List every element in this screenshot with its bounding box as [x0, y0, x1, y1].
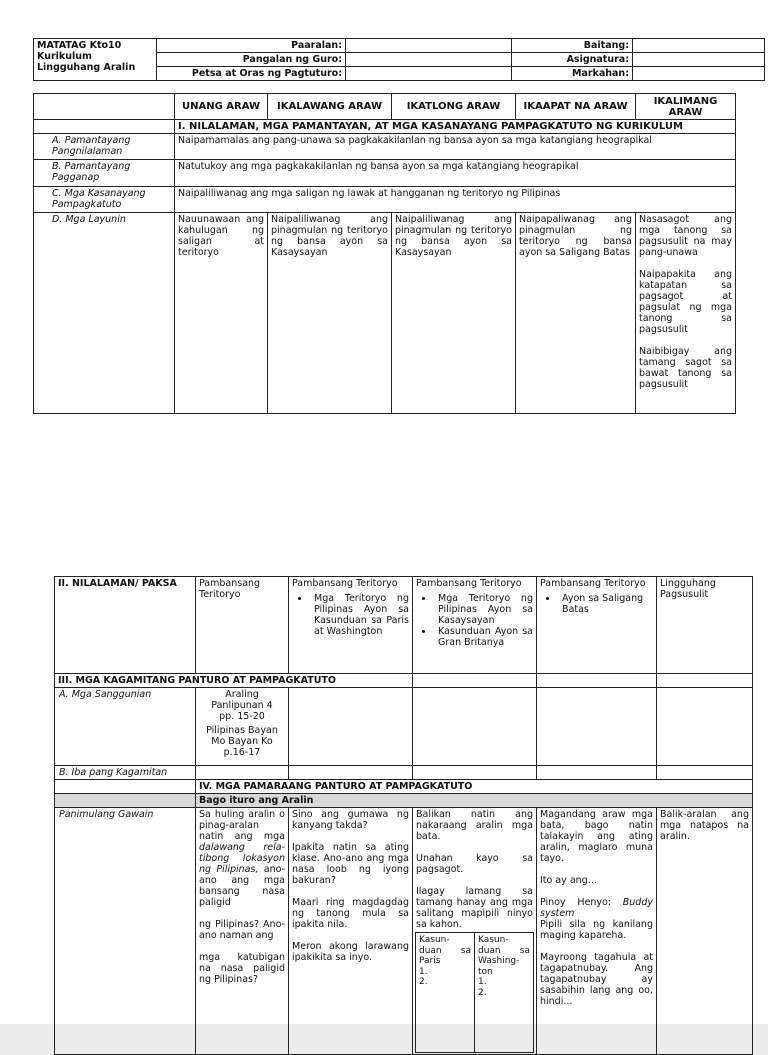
activity-cell	[196, 808, 289, 1055]
topic-cell	[537, 577, 657, 674]
blank-cell	[34, 120, 175, 134]
day-header: IKALIMANG ARAW	[636, 94, 736, 120]
row-label-d: D. Mga Layunin	[34, 213, 175, 414]
answer-column-paris[interactable]	[416, 933, 475, 1053]
blank-cell	[413, 688, 537, 766]
blank-cell	[413, 674, 537, 688]
asignatura-label: Asignatura:	[512, 53, 633, 67]
activity-paragraph	[199, 809, 285, 908]
reference-line: p.16-17	[223, 747, 261, 758]
section-2-4-table	[54, 576, 753, 1055]
topic-bullet: • Kasunduan Ayon sa Gran Britanya	[434, 626, 533, 648]
activity-paragraph	[540, 897, 653, 941]
header-title	[34, 39, 157, 81]
section-1-table	[33, 93, 736, 414]
corner-cell	[34, 94, 175, 120]
objective-cell	[636, 213, 736, 414]
topic-title: Lingguhang Pagsusulit	[660, 578, 716, 600]
topic-title: Pambansang Teritoryo	[199, 578, 261, 600]
blank-cell	[537, 688, 657, 766]
objective-cell: Naipaliliwanag ang pinagmulan ng teritoryo ng bansa ayon sa Kasaysayan	[268, 213, 392, 414]
blank-cell	[55, 794, 196, 808]
row-text-c: Naipaliliwanag ang mga saligan ng lawak at hangganan ng teritoryo ng Pilipinas	[175, 187, 736, 213]
header-title-line: MATATAG Kto10	[37, 40, 122, 51]
topic-cell	[196, 577, 289, 674]
markahan-label: Markahan:	[512, 67, 633, 81]
blank-cell	[657, 766, 753, 780]
section-4-subtitle: Bago ituro ang Aralin	[196, 794, 753, 808]
topic-bullet: • Ayon sa Saligang Batas	[558, 593, 653, 615]
activity-paragraph: mga katubigan na nasa paligid ng Pilipinas?	[199, 952, 285, 985]
paaralan-label: Paaralan:	[157, 39, 346, 53]
references-cell	[196, 688, 289, 766]
blank-cell	[537, 766, 657, 780]
answer-slot: 1.	[478, 977, 487, 987]
paaralan-field[interactable]	[346, 39, 512, 53]
topic-title: Pambansang Teritoryo	[540, 578, 646, 589]
topic-bullet: • Mga Teritoryo ng Pilipinas Ayon sa Kasunduan sa Paris at Washington	[310, 593, 409, 637]
activity-emphasis: dalawang rela-tibong lokasyon ng Pilipinas,	[199, 842, 285, 875]
section-1-title: I. NILALAMAN, MGA PAMANTAYAN, AT MGA KASANAYANG PAMPAGKATUTO NG KURIKULUM	[175, 120, 736, 134]
row-text-a: Naipamamalas ang pang-unawa sa pagkakakilanlan ng bansa ayon sa mga katangiang heograpikal	[175, 134, 736, 160]
objective-paragraph: Nasasagot ang mga tanong sa pagsusulit na may pang-unawa	[639, 214, 732, 258]
blank-cell	[657, 674, 753, 688]
blank-cell	[289, 766, 413, 780]
activity-label: Panimulang Gawain	[55, 808, 196, 1055]
answer-slot: 1.	[419, 966, 428, 977]
activity-cell	[537, 808, 657, 1055]
section-3-title: III. MGA KAGAMITANG PANTURO AT PAMPAGKATUTO	[55, 674, 413, 688]
blank-cell	[413, 766, 537, 780]
day-header: UNANG ARAW	[175, 94, 268, 120]
activity-text: Pinoy Henyo:	[540, 897, 623, 908]
answer-column-title: Kasun-duan sa Washing-ton	[478, 935, 530, 977]
answer-column-title: Kasun-duan sa Paris	[419, 935, 471, 966]
baitang-field[interactable]	[633, 39, 765, 53]
guro-label: Pangalan ng Guro:	[157, 53, 346, 67]
activity-paragraph: Balikan natin ang nakaraang aralin mga bata.	[416, 809, 533, 842]
activity-text: ano- ano ang mga bansang nasa paligid	[199, 864, 286, 908]
other-materials-label: B. Iba pang Kagamitan	[55, 766, 196, 780]
topic-cell	[413, 577, 537, 674]
activity-cell	[289, 808, 413, 1055]
reference-line: Pilipinas Bayan Mo Bayan Ko	[206, 725, 278, 747]
petsa-label: Petsa at Oras ng Pagtuturo:	[157, 67, 346, 81]
objective-paragraph: Naibibigay ang tamang sagot sa bawat tanong sa pagsusulit	[639, 346, 732, 390]
blank-cell	[196, 766, 289, 780]
topic-list	[416, 593, 533, 648]
guro-field[interactable]	[346, 53, 512, 67]
objective-cell: Nauunawaan ang kahulugan ng saligan at teritoryo	[175, 213, 268, 414]
topic-bullet: • Mga Teritoryo ng Pilipinas Ayon sa Kasaysayan	[434, 593, 533, 626]
row-label-c: C. Mga Kasanayang Pampagkatuto	[34, 187, 175, 213]
row-text-b: Natutukoy ang mga pagkakakilanlan ng bansa ayon sa mga katangiang heograpikal	[175, 160, 736, 187]
topic-list	[292, 593, 409, 637]
row-label-b: B. Pamantayang Pagganap	[34, 160, 175, 187]
header-title-line: Lingguhang Aralin	[37, 62, 136, 73]
activity-cell: Balik-aralan ang mga natapos na aralin.	[657, 808, 753, 1055]
topic-cell	[289, 577, 413, 674]
day-header: IKATLONG ARAW	[392, 94, 516, 120]
baitang-label: Baitang:	[512, 39, 633, 53]
activity-paragraph: Meron akong larawang ipakikita sa inyo.	[292, 941, 409, 963]
petsa-field[interactable]	[346, 67, 512, 81]
objective-cell: Naipaliliwanag ang pinagmulan ng teritoryo ng bansa ayon sa Kasaysayan	[392, 213, 516, 414]
header-title-line: Kurikulum	[37, 51, 92, 62]
row-label-a: A. Pamantayang Pangnilalaman	[34, 134, 175, 160]
topic-title: Pambansang Teritoryo	[292, 578, 398, 589]
header-table	[33, 38, 765, 81]
activity-text: Pipili sila ng kanilang maging kapareha.	[540, 919, 653, 941]
reference-line: Araling Panlipunan 4	[211, 689, 273, 711]
day-header: IKALAWANG ARAW	[268, 94, 392, 120]
activity-paragraph: Ilagay lamang sa tamang hanay ang mga salitang mapipili ninyo sa kahon.	[416, 886, 533, 930]
activity-paragraph: Mayroong tagahula at tagapatnubay. Ang tagapatnubay ay sasabihin lang ang oo, hindi...	[540, 952, 653, 1007]
activity-paragraph: Ipakita natin sa ating klase. Ano-ano ang mga nasa loob ng iyong bakuran?	[292, 842, 409, 886]
topic-title: Pambansang Teritoryo	[416, 578, 522, 589]
answer-slot: 2.	[419, 977, 428, 987]
objective-cell: Naipapaliwanag ang pinagmulan ng teritoryo ng bansa ayon sa Saligang Batas	[516, 213, 636, 414]
activity-paragraph: ng Pilipinas? Ano-ano naman ang	[199, 919, 285, 941]
blank-cell	[55, 780, 196, 794]
asignatura-field[interactable]	[633, 53, 765, 67]
answer-slot: 2.	[478, 987, 487, 998]
answer-column-washington[interactable]	[475, 933, 534, 1053]
activity-text: Sa huling aralin o pinag-aralan natin ang mga	[199, 809, 285, 842]
activity-paragraph: Magandang araw mga bata, bago natin talakayin ang ating aralin, maglaro muna tayo.	[540, 809, 653, 864]
blank-cell	[537, 674, 657, 688]
blank-cell	[289, 688, 413, 766]
answer-grid	[415, 932, 534, 1053]
section-4-title: IV. MGA PAMARAANG PANTURO AT PAMPAGKATUTO	[196, 780, 753, 794]
markahan-field[interactable]	[633, 67, 765, 81]
activity-cell	[413, 808, 537, 1055]
blank-cell	[657, 688, 753, 766]
topic-list	[540, 593, 653, 615]
activity-paragraph: Sino ang gumawa ng kanyang takda?	[292, 809, 409, 831]
objective-paragraph: Naipapakita ang katapatan sa pagsagot at pagsulat ng mga tanong sa pagsusulit	[639, 269, 732, 335]
reference-line: pp. 15-20	[219, 711, 265, 722]
activity-paragraph: Ito ay ang…	[540, 875, 598, 886]
topic-cell	[657, 577, 753, 674]
activity-paragraph: Unahan kayo sa pagsagot.	[416, 853, 533, 875]
activity-emphasis: Buddy system	[540, 897, 653, 919]
activity-paragraph: Maari ring magdagdag ng tanong mula sa ipakita nila.	[292, 897, 409, 930]
references-label: A. Mga Sanggunian	[55, 688, 196, 766]
section-2-title: II. NILALAMAN/ PAKSA	[55, 577, 196, 674]
day-header: IKAAPAT NA ARAW	[516, 94, 636, 120]
